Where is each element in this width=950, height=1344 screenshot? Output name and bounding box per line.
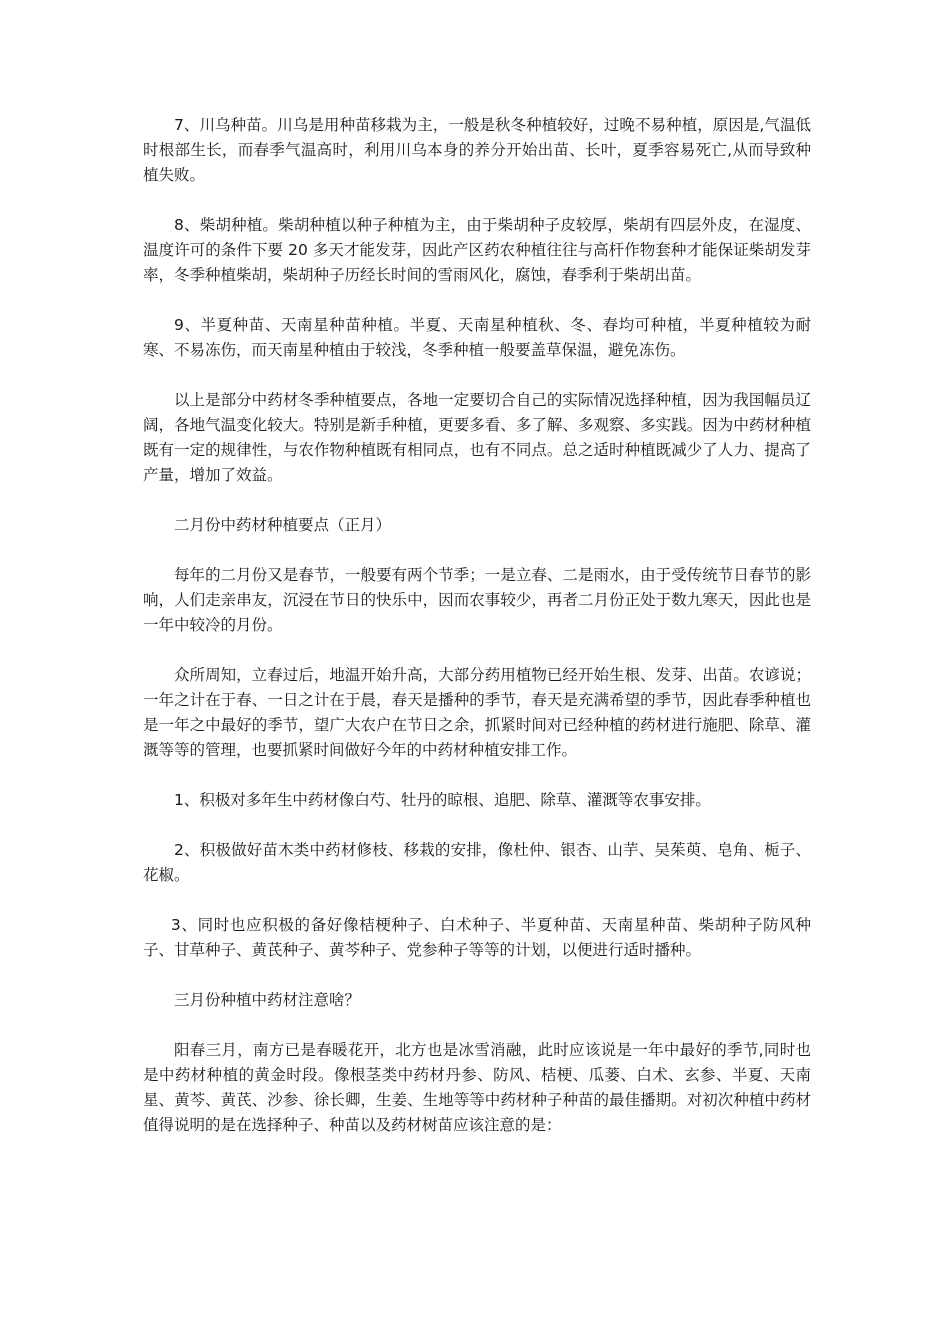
list-item-3: 3、同时也应积极的备好像桔梗种子、白术种子、半夏种苗、天南星种苗、柴胡种子防风种子、甘草种子、黄芪种子、黄芩种子、党参种子等等的计划，以便进行适时播种。	[143, 916, 811, 959]
paragraph-winter-summary: 以上是部分中药材冬季种植要点，各地一定要切合自己的实际情况选择种植，因为我国幅员辽阔，各地气温变化较大。特别是新手种植，更要多看、多了解、多观察、多实践。因为中药材种植既有一定的规律性，与农作物种植既有相同点，也有不同点。总之适时种植既减少了人力、提高了产量，增加了效益。	[143, 391, 811, 484]
paragraph-spring-planting: 众所周知，立春过后，地温开始升高，大部分药用植物已经开始生根、发芽、出苗。农谚说；一年之计在于春、一日之计在于晨，春天是播种的季节，春天是充满希望的季节，因此春季种植也是一年之中最好的季节，望广大农户在节日之余，抓紧时间对已经种植的药材进行施肥、除草、灌溉等等的管理，也要抓紧时间做好今年的中药材种植安排工作。	[143, 666, 811, 759]
paragraph-item-8-chaihu: 8、柴胡种植。柴胡种植以种子种植为主，由于柴胡种子皮较厚，柴胡有四层外皮，在湿度、温度许可的条件下要 20 多天才能发芽，因此产区药农种植往往与高杆作物套种才能保证柴胡发芽率，冬季种植柴胡，柴胡种子历经长时间的雪雨风化，腐蚀，春季利于柴胡出苗。	[143, 216, 811, 284]
paragraph-item-9-banxia: 9、半夏种苗、天南星种苗种植。半夏、天南星种植秋、冬、春均可种植，半夏种植较为耐寒、不易冻伤，而天南星种植由于较浅，冬季种植一般要盖草保温，避免冻伤。	[143, 316, 811, 359]
paragraph-february-intro: 每年的二月份又是春节，一般要有两个节季；一是立春、二是雨水，由于受传统节日春节的影响，人们走亲串友，沉浸在节日的快乐中，因而农事较少，再者二月份正处于数九寒天，因此也是一年中较冷的月份。	[143, 566, 811, 634]
list-item-2: 2、积极做好苗木类中药材修枝、移栽的安排，像杜仲、银杏、山芋、吴茱萸、皂角、栀子、花椒。	[143, 841, 811, 884]
section-heading-february: 二月份中药材种植要点（正月）	[174, 516, 392, 534]
paragraph-march-intro: 阳春三月，南方已是春暖花开，北方也是冰雪消融，此时应该说是一年中最好的季节,同时也是中药材种植的黄金时段。像根茎类中药材丹参、防风、桔梗、瓜蒌、白术、玄参、半夏、天南星、黄芩、黄芪、沙参、徐长卿，生姜、生地等等中药材种子种苗的最佳播期。对初次种植中药材值得说明的是在选择种子、种苗以及药材树苗应该注意的是：	[143, 1041, 811, 1134]
list-item-1: 1、积极对多年生中药材像白芍、牡丹的晾根、追肥、除草、灌溉等农事安排。	[174, 791, 711, 809]
paragraph-item-7-chuanwu: 7、川乌种苗。川乌是用种苗移栽为主，一般是秋冬种植较好，过晚不易种植，原因是,气温低时根部生长，而春季气温高时，利用川乌本身的养分开始出苗、长叶，夏季容易死亡,从而导致种植失败。	[143, 116, 811, 184]
section-heading-march: 三月份种植中药材注意啥？	[174, 991, 361, 1009]
document-body	[143, 113, 811, 1138]
